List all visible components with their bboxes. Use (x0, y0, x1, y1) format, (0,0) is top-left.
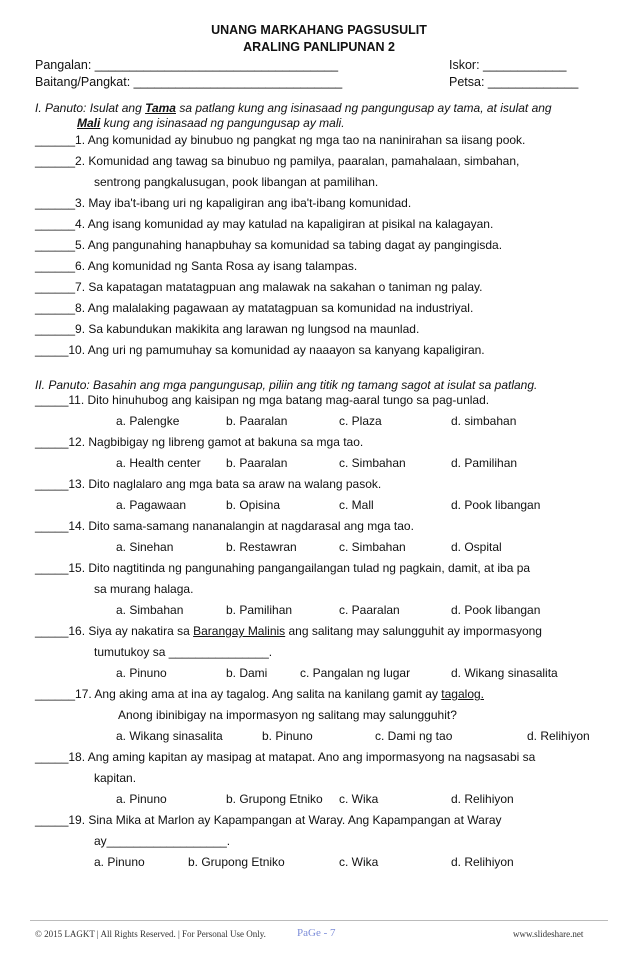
q19-option-a: a. Pinuno (94, 855, 145, 869)
item-6: ______6. Ang komunidad ng Santa Rosa ay isang talampas. (35, 259, 358, 273)
subject-title: ARALING PANLIPUNAN 2 (243, 40, 395, 54)
item-2-cont: sentrong pangkalusugan, pook libangan at pamilihan. (94, 175, 379, 189)
item-1: ______1. Ang komunidad ay binubuo ng pangkat ng mga tao na naninirahan sa iisang pook. (35, 133, 526, 147)
grade-section-field: Baitang/Pangkat: ______________________________ (35, 75, 343, 89)
question-15-cont: sa murang halaga. (94, 582, 194, 596)
question-14: _____14. Dito sama-samang nananalangin at nagdarasal ang mga tao. (35, 519, 414, 533)
question-19-cont: ay__________________. (94, 834, 231, 848)
question-13: _____13. Dito naglalaro ang mga bata sa araw na walang pasok. (35, 477, 382, 491)
question-18-cont: kapitan. (94, 771, 137, 785)
q12-option-a: a. Health center (116, 456, 201, 470)
question-17-cont: Anong ibinibigay na impormasyon ng salitang may salungguhit? (118, 708, 457, 722)
q13-option-b: b. Opisina (226, 498, 281, 512)
q12-option-d: d. Pamilihan (451, 456, 518, 470)
item-5: ______5. Ang pangunahing hanapbuhay sa komunidad sa tabing dagat ay pangingisda. (35, 238, 503, 252)
q17-option-b: b. Pinuno (262, 729, 313, 743)
question-19: _____19. Sina Mika at Marlon ay Kapampangan at Waray. Ang Kapampangan at Waray (35, 813, 502, 827)
q16-option-a: a. Pinuno (116, 666, 167, 680)
q19-option-c: c. Wika (339, 855, 379, 869)
q15-option-b: b. Pamilihan (226, 603, 293, 617)
q13-option-c: c. Mall (339, 498, 374, 512)
part2-instruction: II. Panuto: Basahin ang mga pangungusap, piliin ang titik ng tamang sagot at isulat sa patlang. (35, 378, 538, 392)
item-8: ______8. Ang malalaking pagawaan ay matatagpuan sa komunidad na industriyal. (35, 301, 474, 315)
q12-option-c: c. Simbahan (339, 456, 406, 470)
q14-option-a: a. Sinehan (116, 540, 174, 554)
q14-option-b: b. Restawran (226, 540, 297, 554)
q17-option-c: c. Dami ng tao (375, 729, 453, 743)
footer-source: www.slideshare.net (513, 929, 584, 939)
question-16: _____16. Siya ay nakatira sa Barangay Malinis ang salitang may salungguhit ay impormasyong (35, 624, 542, 638)
q13-option-a: a. Pagawaan (116, 498, 187, 512)
q15-option-c: c. Paaralan (339, 603, 400, 617)
question-12: _____12. Nagbibigay ng libreng gamot at bakuna sa mga tao. (35, 435, 364, 449)
page-number: PaGe - 7 (297, 927, 336, 939)
item-2: ______2. Komunidad ang tawag sa binubuo ng pamilya, paaralan, pamahalaan, simbahan, (35, 154, 520, 168)
q16-option-d: d. Wikang sinasalita (451, 666, 558, 680)
q18-option-a: a. Pinuno (116, 792, 167, 806)
score-field: Iskor: ____________ (449, 58, 567, 72)
q11-option-c: c. Plaza (339, 414, 382, 428)
q13-option-d: d. Pook libangan (451, 498, 541, 512)
q18-option-b: b. Grupong Etniko (226, 792, 323, 806)
item-3: ______3. May iba't-ibang uri ng kapaligiran ang iba't-ibang komunidad. (35, 196, 412, 210)
q14-option-c: c. Simbahan (339, 540, 406, 554)
q15-option-a: a. Simbahan (116, 603, 184, 617)
item-9: ______9. Sa kabundukan makikita ang larawan ng lungsod na maunlad. (35, 322, 420, 336)
q19-option-b: b. Grupong Etniko (188, 855, 285, 869)
question-11: _____11. Dito hinuhubog ang kaisipan ng mga batang mag-aaral tungo sa pag-unlad. (35, 393, 490, 407)
q11-option-a: a. Palengke (116, 414, 180, 428)
q19-option-d: d. Relihiyon (451, 855, 514, 869)
footer-copyright: © 2015 LAGKT | All Rights Reserved. | For Personal Use Only. (35, 929, 266, 939)
date-field: Petsa: _____________ (449, 75, 579, 89)
q11-option-b: b. Paaralan (226, 414, 288, 428)
item-10: _____10. Ang uri ng pamumuhay sa komunidad ay naaayon sa kanyang kapaligiran. (35, 343, 485, 357)
question-17: ______17. Ang aking ama at ina ay tagalog. Ang salita na kanilang gamit ay tagalog. (35, 687, 484, 701)
q18-option-c: c. Wika (339, 792, 379, 806)
question-15: _____15. Dito nagtitinda ng pangunahing pangangailangan tulad ng pagkain, damit, at iba pa (35, 561, 531, 575)
item-4: ______4. Ang isang komunidad ay may katulad na kapaligiran at pisikal na kalagayan. (35, 217, 494, 231)
q17-option-a: a. Wikang sinasalita (116, 729, 223, 743)
q17-option-d: d. Relihiyon (527, 729, 590, 743)
question-18: _____18. Ang aming kapitan ay masipag at matapat. Ano ang impormasyong na nagsasabi sa (35, 750, 536, 764)
q15-option-d: d. Pook libangan (451, 603, 541, 617)
footer-divider (30, 920, 608, 921)
part1-instruction-line1: I. Panuto: Isulat ang Tama sa patlang kung ang isinasaad ng pangungusap ay tama, at isulat ang (35, 101, 552, 115)
q16-option-b: b. Dami (226, 666, 268, 680)
q14-option-d: d. Ospital (451, 540, 502, 554)
q18-option-d: d. Relihiyon (451, 792, 514, 806)
q16-option-c: c. Pangalan ng lugar (300, 666, 411, 680)
item-7: ______7. Sa kapatagan matatagpuan ang malawak na sakahan o taniman ng palay. (35, 280, 483, 294)
q12-option-b: b. Paaralan (226, 456, 288, 470)
part1-instruction-line2: Mali kung ang isinasaad ng pangungusap ay mali. (77, 116, 345, 130)
exam-title: UNANG MARKAHANG PAGSUSULIT (211, 23, 427, 37)
name-field: Pangalan: ___________________________________ (35, 58, 339, 72)
q11-option-d: d. simbahan (451, 414, 517, 428)
question-16-cont: tumutukoy sa _______________. (94, 645, 273, 659)
